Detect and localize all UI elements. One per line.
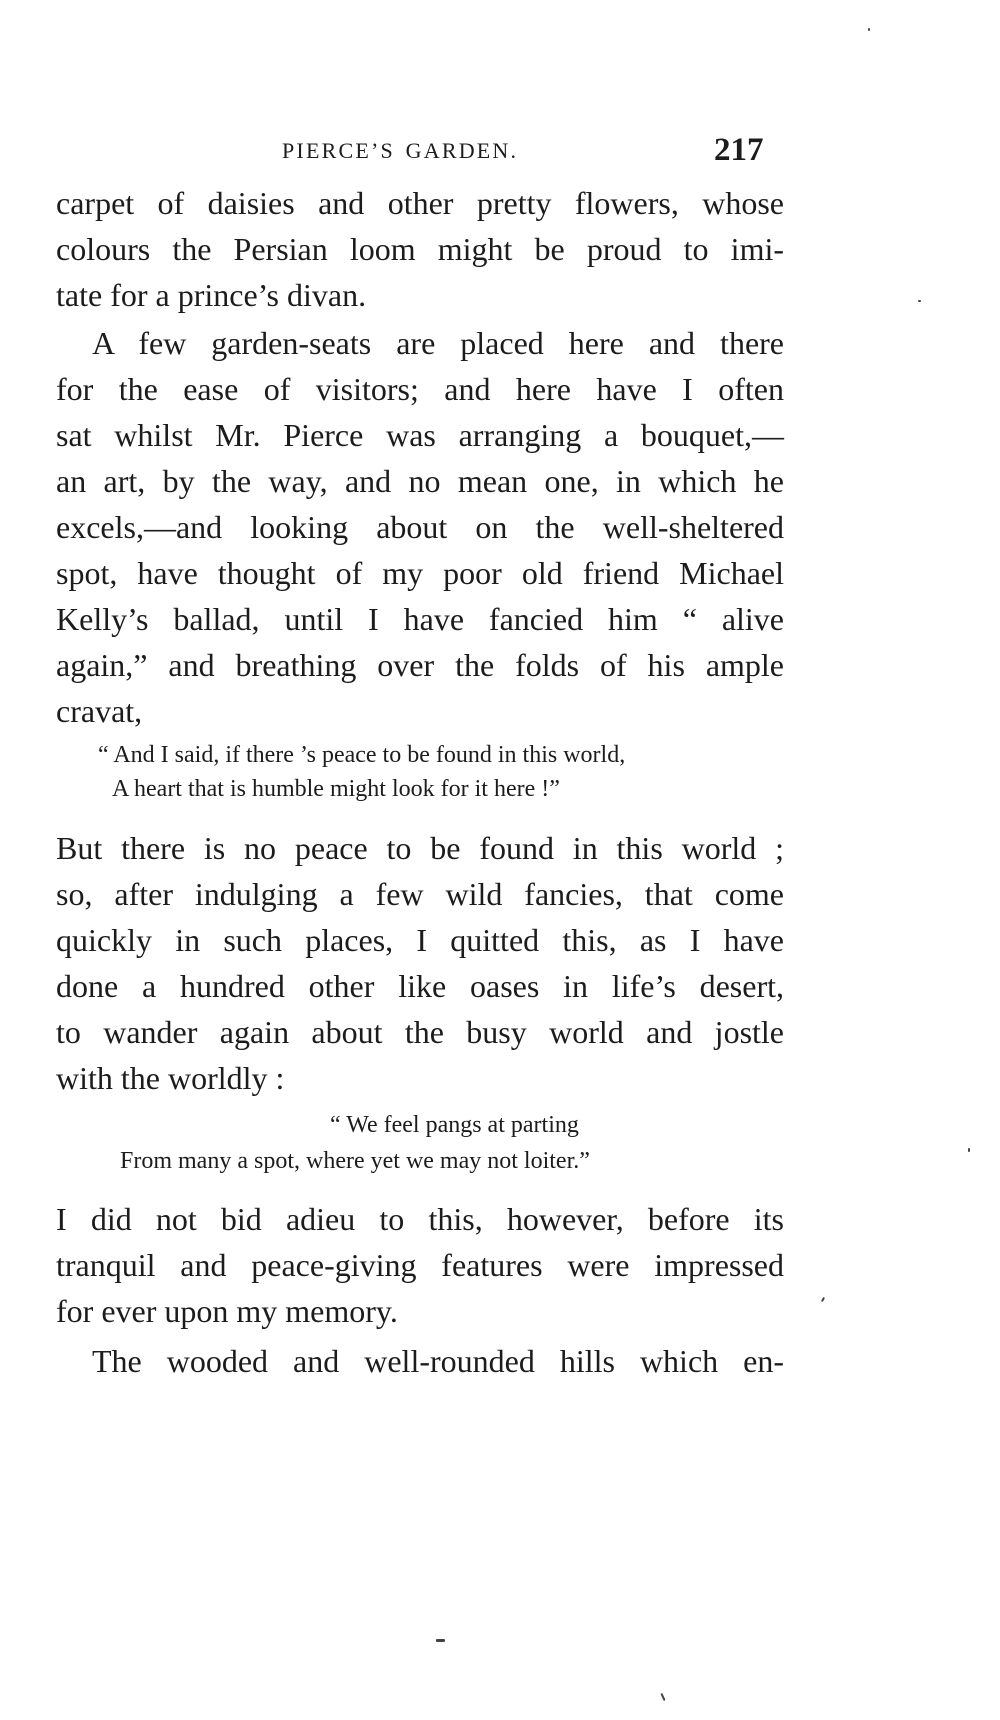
text-line: with the worldly : [56,1060,285,1096]
page-number: 217 [714,132,764,168]
text-line: sat whilst Mr. Pierce was arranging a bouquet,— [56,417,784,453]
text-line: again,” and breathing over the folds of his ample [56,647,784,683]
text-line: colours the Persian loom might be proud to imi- [56,231,784,267]
text-line: tate for a prince’s divan. [56,277,367,313]
text-line: for ever upon my memory. [56,1293,398,1329]
running-header [0,132,1000,178]
scan-speck [968,1148,970,1152]
scan-speck [436,1639,445,1642]
text-line: to wander again about the busy world and jostle [56,1014,784,1050]
text-line: done a hundred other like oases in life’s desert, [56,968,784,1004]
text-line: cravat, [56,693,143,729]
verse-line: A heart that is humble might look for it here !” [112,776,560,802]
verse-line: “ We feel pangs at parting [330,1112,579,1138]
text-line: an art, by the way, and no mean one, in which he [56,463,784,499]
text-line: so, after indulging a few wild fancies, that come [56,876,784,912]
verse-line: “ And I said, if there ’s peace to be found in this world, [98,742,626,768]
text-line: The wooded and well-rounded hills which en- [92,1343,784,1379]
verse-line: From many a spot, where yet we may not loiter.” [120,1148,590,1174]
text-line: for the ease of visitors; and here have I often [56,371,784,407]
scan-speck [868,28,870,31]
text-line: Kelly’s ballad, until I have fancied him “ alive [56,601,784,637]
running-title: PIERCE’S GARDEN. [282,138,519,163]
scan-speck [821,1297,825,1302]
text-line: spot, have thought of my poor old friend Michael [56,555,784,591]
text-line: quickly in such places, I quitted this, as I have [56,922,784,958]
text-line: tranquil and peace-giving features were impressed [56,1247,784,1283]
scan-speck [918,300,921,302]
scan-speck [660,1693,665,1701]
text-line: excels,—and looking about on the well-sheltered [56,509,784,545]
text-line: But there is no peace to be found in this world ; [56,830,784,866]
text-line: I did not bid adieu to this, however, before its [56,1201,784,1237]
text-line: A few garden-seats are placed here and there [92,325,784,361]
text-line: carpet of daisies and other pretty flowers, whose [56,185,784,221]
